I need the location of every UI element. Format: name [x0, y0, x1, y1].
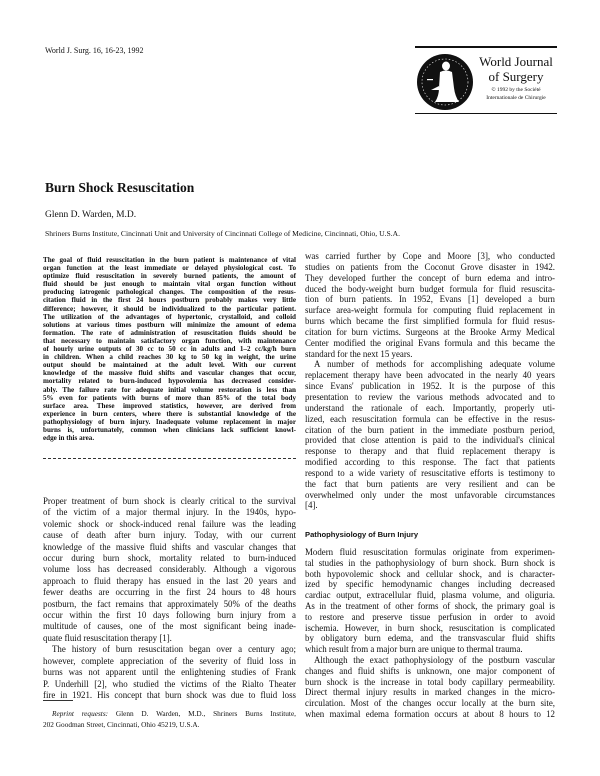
- text-line: the fact that burn patients are very resilient and can be: [305, 478, 555, 489]
- text-line: knowledge of the massive fluid shifts and vascular changes that: [43, 541, 296, 552]
- text-line: both hypovolemic shock and cellular shock, and is character-: [305, 568, 555, 579]
- text-line: ably. The failure rate for adequate initial volume restoration is less than: [43, 385, 296, 394]
- text-line: As in the treatment of other forms of shock, the primary goal is: [305, 600, 555, 611]
- text-line: postburn, the fact remains that approximately 50% of the deaths: [43, 598, 296, 609]
- text-line: fluid should be just enough to maintain vital organ function without: [43, 280, 296, 289]
- paragraph: [43, 496, 296, 644]
- text-line: organ function at the least immediate or delayed physiological cost. To: [43, 264, 296, 273]
- text-line: respond to a wide variety of resuscitative efforts is testimony to: [305, 467, 555, 478]
- footnote-text: Glenn D. Warden, M.D., Shriners Burns Institute,: [115, 709, 297, 718]
- text-line: volemic shock or shock-induced renal failure was the leading: [43, 518, 296, 529]
- text-line: to restore and preserve tissue perfusion in order to avoid: [305, 611, 555, 622]
- affiliation: Shriners Burns Institute, Cincinnati Unit and University of Cincinnati College of Medicine, Cincinnati, Ohio, U.S.A.: [45, 229, 400, 238]
- footnote-rule: [43, 700, 73, 701]
- copyright-line1: © 1992 by the Société: [491, 87, 541, 93]
- text-line: The goal of fluid resuscitation in the burn patient is maintenance of vital: [43, 256, 296, 264]
- text-line: which result from a major burn are unique to thermal trauma.: [305, 644, 523, 655]
- text-line: provided that close attention is paid to the individual's clinical: [305, 435, 555, 446]
- text-line: circulation. Most of the changes occur locally at the burn site,: [305, 698, 555, 709]
- text-line: quate fluid resuscitation therapy [1].: [43, 632, 172, 643]
- text-line: duced the body-weight burn budget formula for fluid resuscita-: [305, 283, 555, 294]
- text-line: multitude of causes, one of the most significant being inade-: [43, 621, 296, 632]
- text-line: mortality related to burn-induced hypovolemia has decreased consider-: [43, 377, 296, 386]
- abstract: [43, 256, 296, 442]
- body-left-column: [43, 496, 296, 701]
- text-line: ischemia. However, in burn shock, resuscitation is complicated: [305, 622, 555, 633]
- text-line: citation fluid in the first 24 hours postburn probably makes very little: [43, 296, 296, 305]
- paragraph: [43, 644, 296, 701]
- text-line: tion of burn patients. In 1952, Evans [1] developed a burn: [305, 294, 555, 305]
- journal-citation: World J. Surg. 16, 16-23, 1992: [45, 46, 144, 55]
- text-line: by obligatory burn edema, and the transvascular fluid shifts: [305, 633, 555, 644]
- text-line: surface area. These improved statistics, however, are derived from: [43, 401, 296, 410]
- text-line: Although the exact pathophysiology of the postburn vascular: [314, 654, 555, 665]
- text-line: They developed further the concept of burn edema and intro-: [305, 272, 555, 283]
- footnote-line: [43, 708, 296, 719]
- text-line: modified according to this response. The fact that patients: [305, 457, 555, 468]
- text-line: replacement therapy have been advocated in the nearly 40 years: [305, 370, 555, 381]
- footnote: [43, 708, 296, 730]
- footnote-line: 202 Goodman Street, Cincinnati, Ohio 45219, U.S.A.: [43, 720, 200, 729]
- text-line: A number of methods for accomplishing adequate volume: [314, 359, 555, 370]
- text-line: solutions at various times postburn will minimize the amount of edema: [43, 320, 296, 329]
- text-line: overwhelmed only under the most unfavorable circumstances: [305, 489, 555, 500]
- text-line: however, complete appreciation of the severity of fluid loss in: [43, 655, 296, 666]
- text-line: response to therapy and that fluid replacement therapy is: [305, 446, 555, 457]
- text-line: ized by specific hemodynamic changes including decreased: [305, 579, 555, 590]
- abstract-separator: [43, 458, 296, 459]
- text-line: pathophysiology of burn injury. Inadequate volume replacement in major: [43, 417, 296, 426]
- text-line: experience in burn centers, where there is substantial knowledge of the: [43, 409, 296, 418]
- footnote-label: Reprint requests:: [52, 709, 109, 718]
- text-line: since Evans' publication in 1952. It is the purpose of this: [305, 381, 555, 392]
- text-line: of hourly urine outputs of 30 cc to 50 cc in adults and 1–2 cc/kg/h burn: [43, 345, 296, 354]
- text-line: standard for the next 15 years.: [305, 348, 413, 359]
- text-line: cause of death after burn injury. Today, with our current: [43, 530, 296, 541]
- article-title: Burn Shock Resuscitation: [45, 180, 195, 195]
- text-line: tal studies in the pathophysiology of burn shock. Burn shock is: [305, 557, 555, 568]
- section-body: [305, 547, 555, 720]
- author: Glenn D. Warden, M.D.: [45, 210, 137, 220]
- text-line: optimize fluid resuscitation in severely burned patients, the amount of: [43, 272, 296, 281]
- text-line: burns is, unfortunately, common when clinicians lack sufficient knowl-: [43, 425, 296, 434]
- journal-seal-icon: [415, 52, 475, 112]
- body-right-column: [305, 251, 555, 511]
- text-line: when maximal edema formation occurs at about 8 hours to 12: [305, 708, 555, 719]
- text-line: formation. The rate of administration of resuscitation fluids should be: [43, 328, 296, 337]
- text-line: fewer deaths are occurring in the first 24 hours to 48 hours: [43, 587, 296, 598]
- text-line: occur within the first 10 days following burn injury from a: [43, 610, 296, 621]
- text-line: in children. When a child reaches 30 kg to 50 kg in weight, the urine: [43, 353, 296, 362]
- paragraph: [305, 547, 555, 655]
- journal-logo: [415, 46, 557, 114]
- journal-name-line1: World Journal: [479, 54, 553, 69]
- copyright-line2: Internationale de Chirurgie: [486, 95, 546, 101]
- text-line: edge in this area.: [43, 434, 95, 443]
- text-line: cardiac output, extracellular fluid, plasma volume, and oliguria.: [305, 590, 555, 601]
- text-line: Proper treatment of burn shock is clearly critical to the survival: [43, 496, 296, 506]
- text-line: Modern fluid resuscitation formulas originate from experimen-: [305, 547, 555, 557]
- paragraph: [305, 251, 555, 359]
- text-line: P. Underhill [2], who studied the victims of the Rialto Theater: [43, 678, 296, 689]
- section-heading: Pathophysiology of Burn Injury: [305, 530, 419, 539]
- text-line: was carried further by Cope and Moore [3], who conducted: [305, 251, 555, 261]
- logo-bottom-rule: [415, 113, 557, 115]
- text-line: that necessary to maintain satisfactory organ function, with maintenance: [43, 336, 296, 345]
- text-line: of the victim of a major thermal injury. In the 1940s, hypo-: [43, 507, 296, 518]
- text-line: burns was not apparent until the enlightening studies of Frank: [43, 667, 296, 678]
- text-line: occur during burn shock, mortality related to burn-induced: [43, 553, 296, 564]
- text-line: difference; however, it should be individualized to the particular patient.: [43, 304, 296, 313]
- text-line: surface area-weight formula for computing fluid replacement in: [305, 305, 555, 316]
- text-line: producing iatrogenic pathological changes. The composition of the resus-: [43, 288, 296, 297]
- text-line: burn shock is the increase in total body capillary permeability.: [305, 676, 555, 687]
- text-line: volume loss has decreased considerably. Although a vigorous: [43, 564, 296, 575]
- text-line: approach to fluid therapy has ensued in the last 20 years and: [43, 575, 296, 586]
- text-line: studies on patients from the Coconut Grove disaster in 1942.: [305, 261, 555, 272]
- text-line: [4].: [305, 500, 318, 511]
- text-line: presentation to review the various methods advocated and to: [305, 391, 555, 402]
- text-line: The utilization of the advantages of hypertonic, crystalloid, and colloid: [43, 312, 296, 321]
- text-line: fire in 1921. His concept that burn shock was due to fluid loss: [43, 689, 296, 700]
- text-line: output should be maintained at the adult level. With our current: [43, 361, 296, 370]
- logo-top-rule: [415, 46, 557, 48]
- text-line: burns which became the first simplified formula for fluid resus-: [305, 316, 555, 327]
- text-line: Center modified the original Evans formula and this became the: [305, 337, 555, 348]
- text-line: lized, each resuscitation formula can be effective in the resus-: [305, 413, 555, 424]
- text-line: Direct thermal injury results in marked changes in the micro-: [305, 687, 555, 698]
- text-line: understand the rationale of each. Importantly, properly uti-: [305, 402, 555, 413]
- text-line: 5% even for patients with burns of more than 85% of the total body: [43, 393, 296, 402]
- text-line: changes and fluid shifts is unknown, one major component of: [305, 665, 555, 676]
- paragraph: [43, 256, 296, 442]
- text-line: The history of burn resuscitation began over a century ago;: [52, 644, 296, 655]
- paragraph: [305, 655, 555, 720]
- paragraph: [305, 359, 555, 511]
- journal-name-line2: of Surgery: [488, 69, 544, 84]
- text-line: citation for burn victims. Surgeons at the Brooke Army Medical: [305, 326, 555, 337]
- text-line: knowledge of the massive fluid shifts and vascular changes that occur,: [43, 369, 296, 378]
- text-line: citation of the burn patient in the immediate postburn period,: [305, 424, 555, 435]
